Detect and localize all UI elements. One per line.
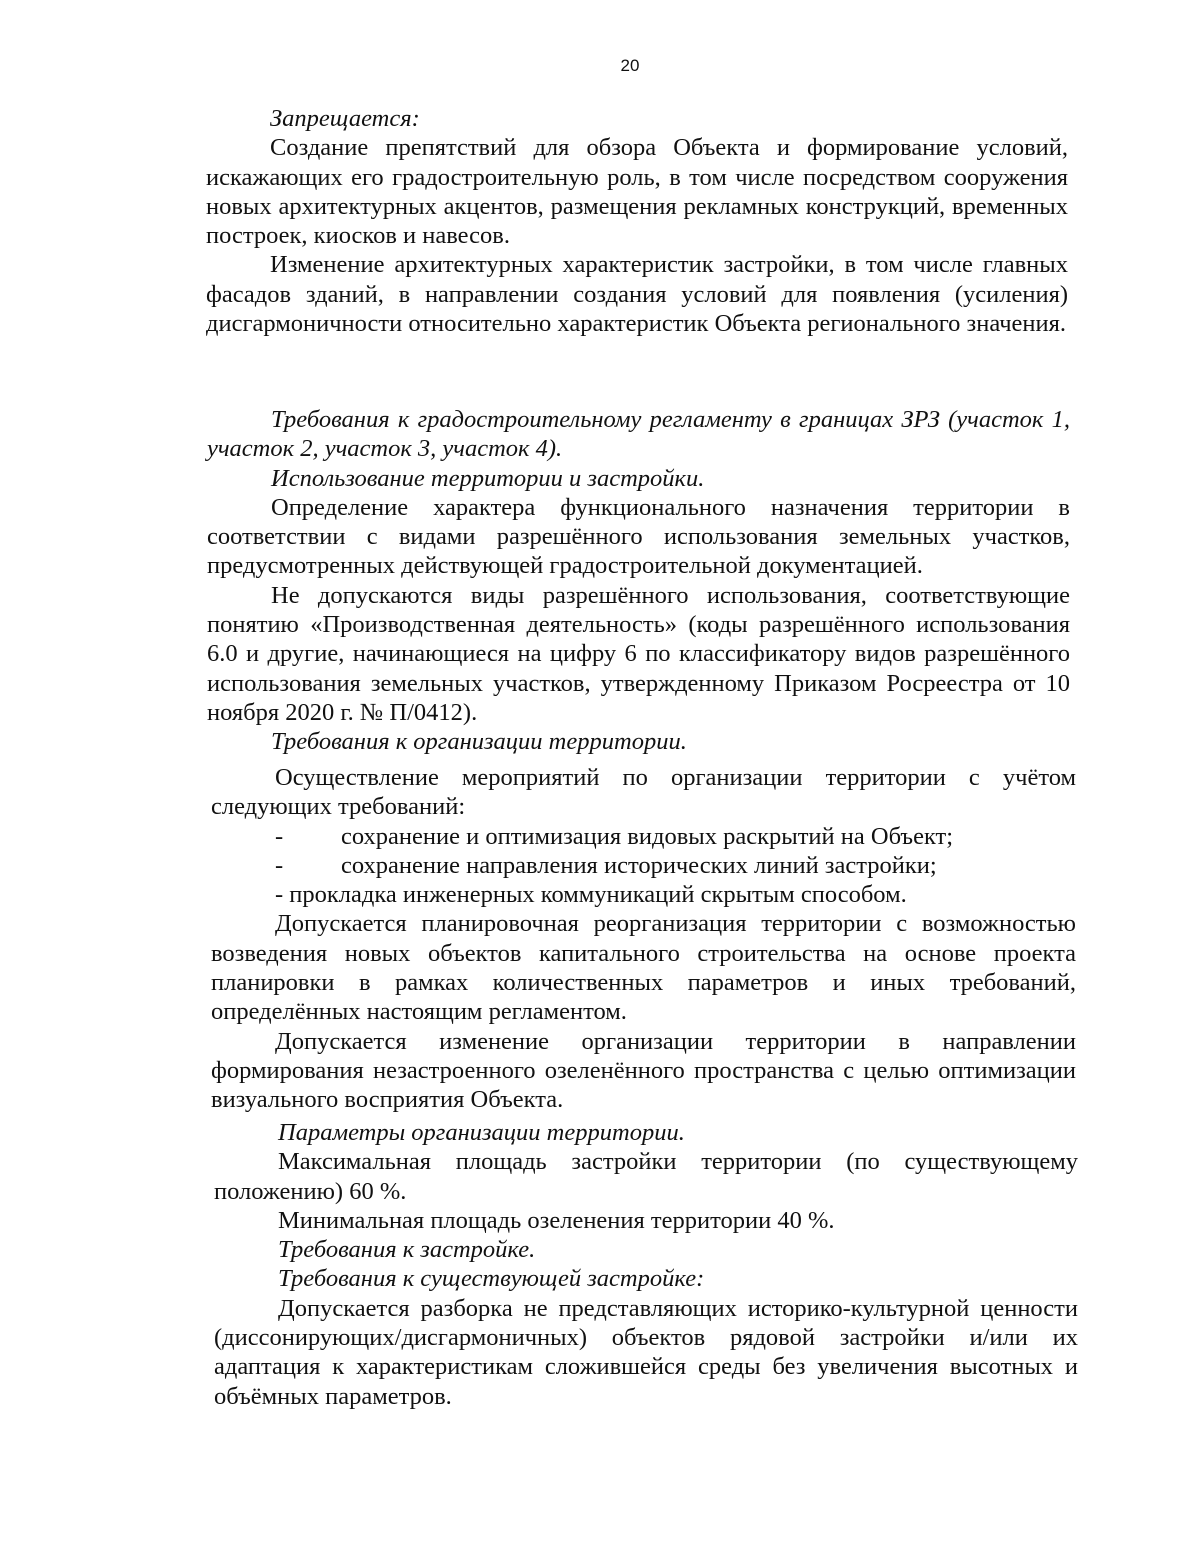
list-item	[211, 851, 1076, 880]
list-dash: -	[275, 822, 284, 850]
forbidden-section	[206, 104, 1068, 338]
params-section	[214, 1118, 1078, 1411]
org-paragraph-3: Допускается изменение организации территории в направлении формирования незастроенного озеленённого пространства с целью оптимизации визуального восприятия Объекта.	[211, 1027, 1076, 1114]
params-paragraph-1: Максимальная площадь застройки территории (по существующему положению) 60 %.	[214, 1148, 1078, 1205]
forbidden-paragraph-2: Изменение архитектурных характеристик застройки, в том числе главных фасадов зданий, в направлении создания условий для появления (усиления) дисгармоничности относительно характеристик Объекта регионального значения.	[206, 251, 1068, 338]
zrz-requirements-section	[207, 405, 1070, 757]
org-paragraph-2: Допускается планировочная реорганизация территории с возможностью возведения новых объектов капитального строительства на основе проекта планировки в рамках количественных параметров и иных требований, определённых настоящим регламентом.	[211, 910, 1076, 1026]
forbidden-paragraph-1: Создание препятствий для обзора Объекта и формирование условий, искажающих его градостроительную роль, в том числе посредством сооружения новых архитектурных акцентов, размещения рекламных конструкций, временных построек, киосков и навесов.	[206, 134, 1068, 250]
list-item	[211, 822, 1076, 851]
use-heading: Использование территории и застройки.	[271, 464, 705, 492]
org-section	[211, 763, 1076, 1115]
zrz-heading: Требования к градостроительному регламенту в границах ЗРЗ (участок 1, участок 2, участок 3, участок 4).	[207, 406, 1070, 463]
forbidden-heading: Запрещается:	[270, 105, 420, 132]
org-heading: Требования к организации территории.	[271, 728, 687, 756]
use-paragraph-1: Определение характера функционального назначения территории в соответствии с видами разрешённого использования земельных участков, предусмотренных действующей градостроительной документацией.	[207, 493, 1070, 580]
list-item-last: - прокладка инженерных коммуникаций скрытым способом.	[275, 881, 907, 909]
existing-heading: Требования к существующей застройке:	[278, 1265, 705, 1293]
list-item-text: сохранение направления исторических линий застройки;	[341, 851, 937, 879]
org-paragraph-1: Осуществление мероприятий по организации территории с учётом следующих требований:	[211, 764, 1076, 821]
params-paragraph-2: Минимальная площадь озеленения территории 40 %.	[278, 1206, 835, 1234]
page-number: 20	[620, 56, 640, 75]
existing-paragraph-1: Допускается разборка не представляющих историко-культурной ценности (диссонирующих/дисгармоничных) объектов рядовой застройки и/или их адаптация к характеристикам сложившейся среды без увеличения высотных и объёмных параметров.	[214, 1294, 1078, 1410]
use-paragraph-2: Не допускаются виды разрешённого использования, соответствующие понятию «Производственная деятельность» (коды разрешённого использования 6.0 и другие, начинающиеся на цифру 6 по классификатору видов разрешённого использования земельных участков, утвержденному Приказом Росреестра от 10 ноября 2020 г. № П/0412).	[207, 581, 1070, 726]
build-heading: Требования к застройке.	[278, 1236, 536, 1264]
list-item-text: сохранение и оптимизация видовых раскрытий на Объект;	[341, 822, 954, 850]
params-heading: Параметры организации территории.	[278, 1119, 685, 1146]
list-dash: -	[275, 851, 284, 879]
